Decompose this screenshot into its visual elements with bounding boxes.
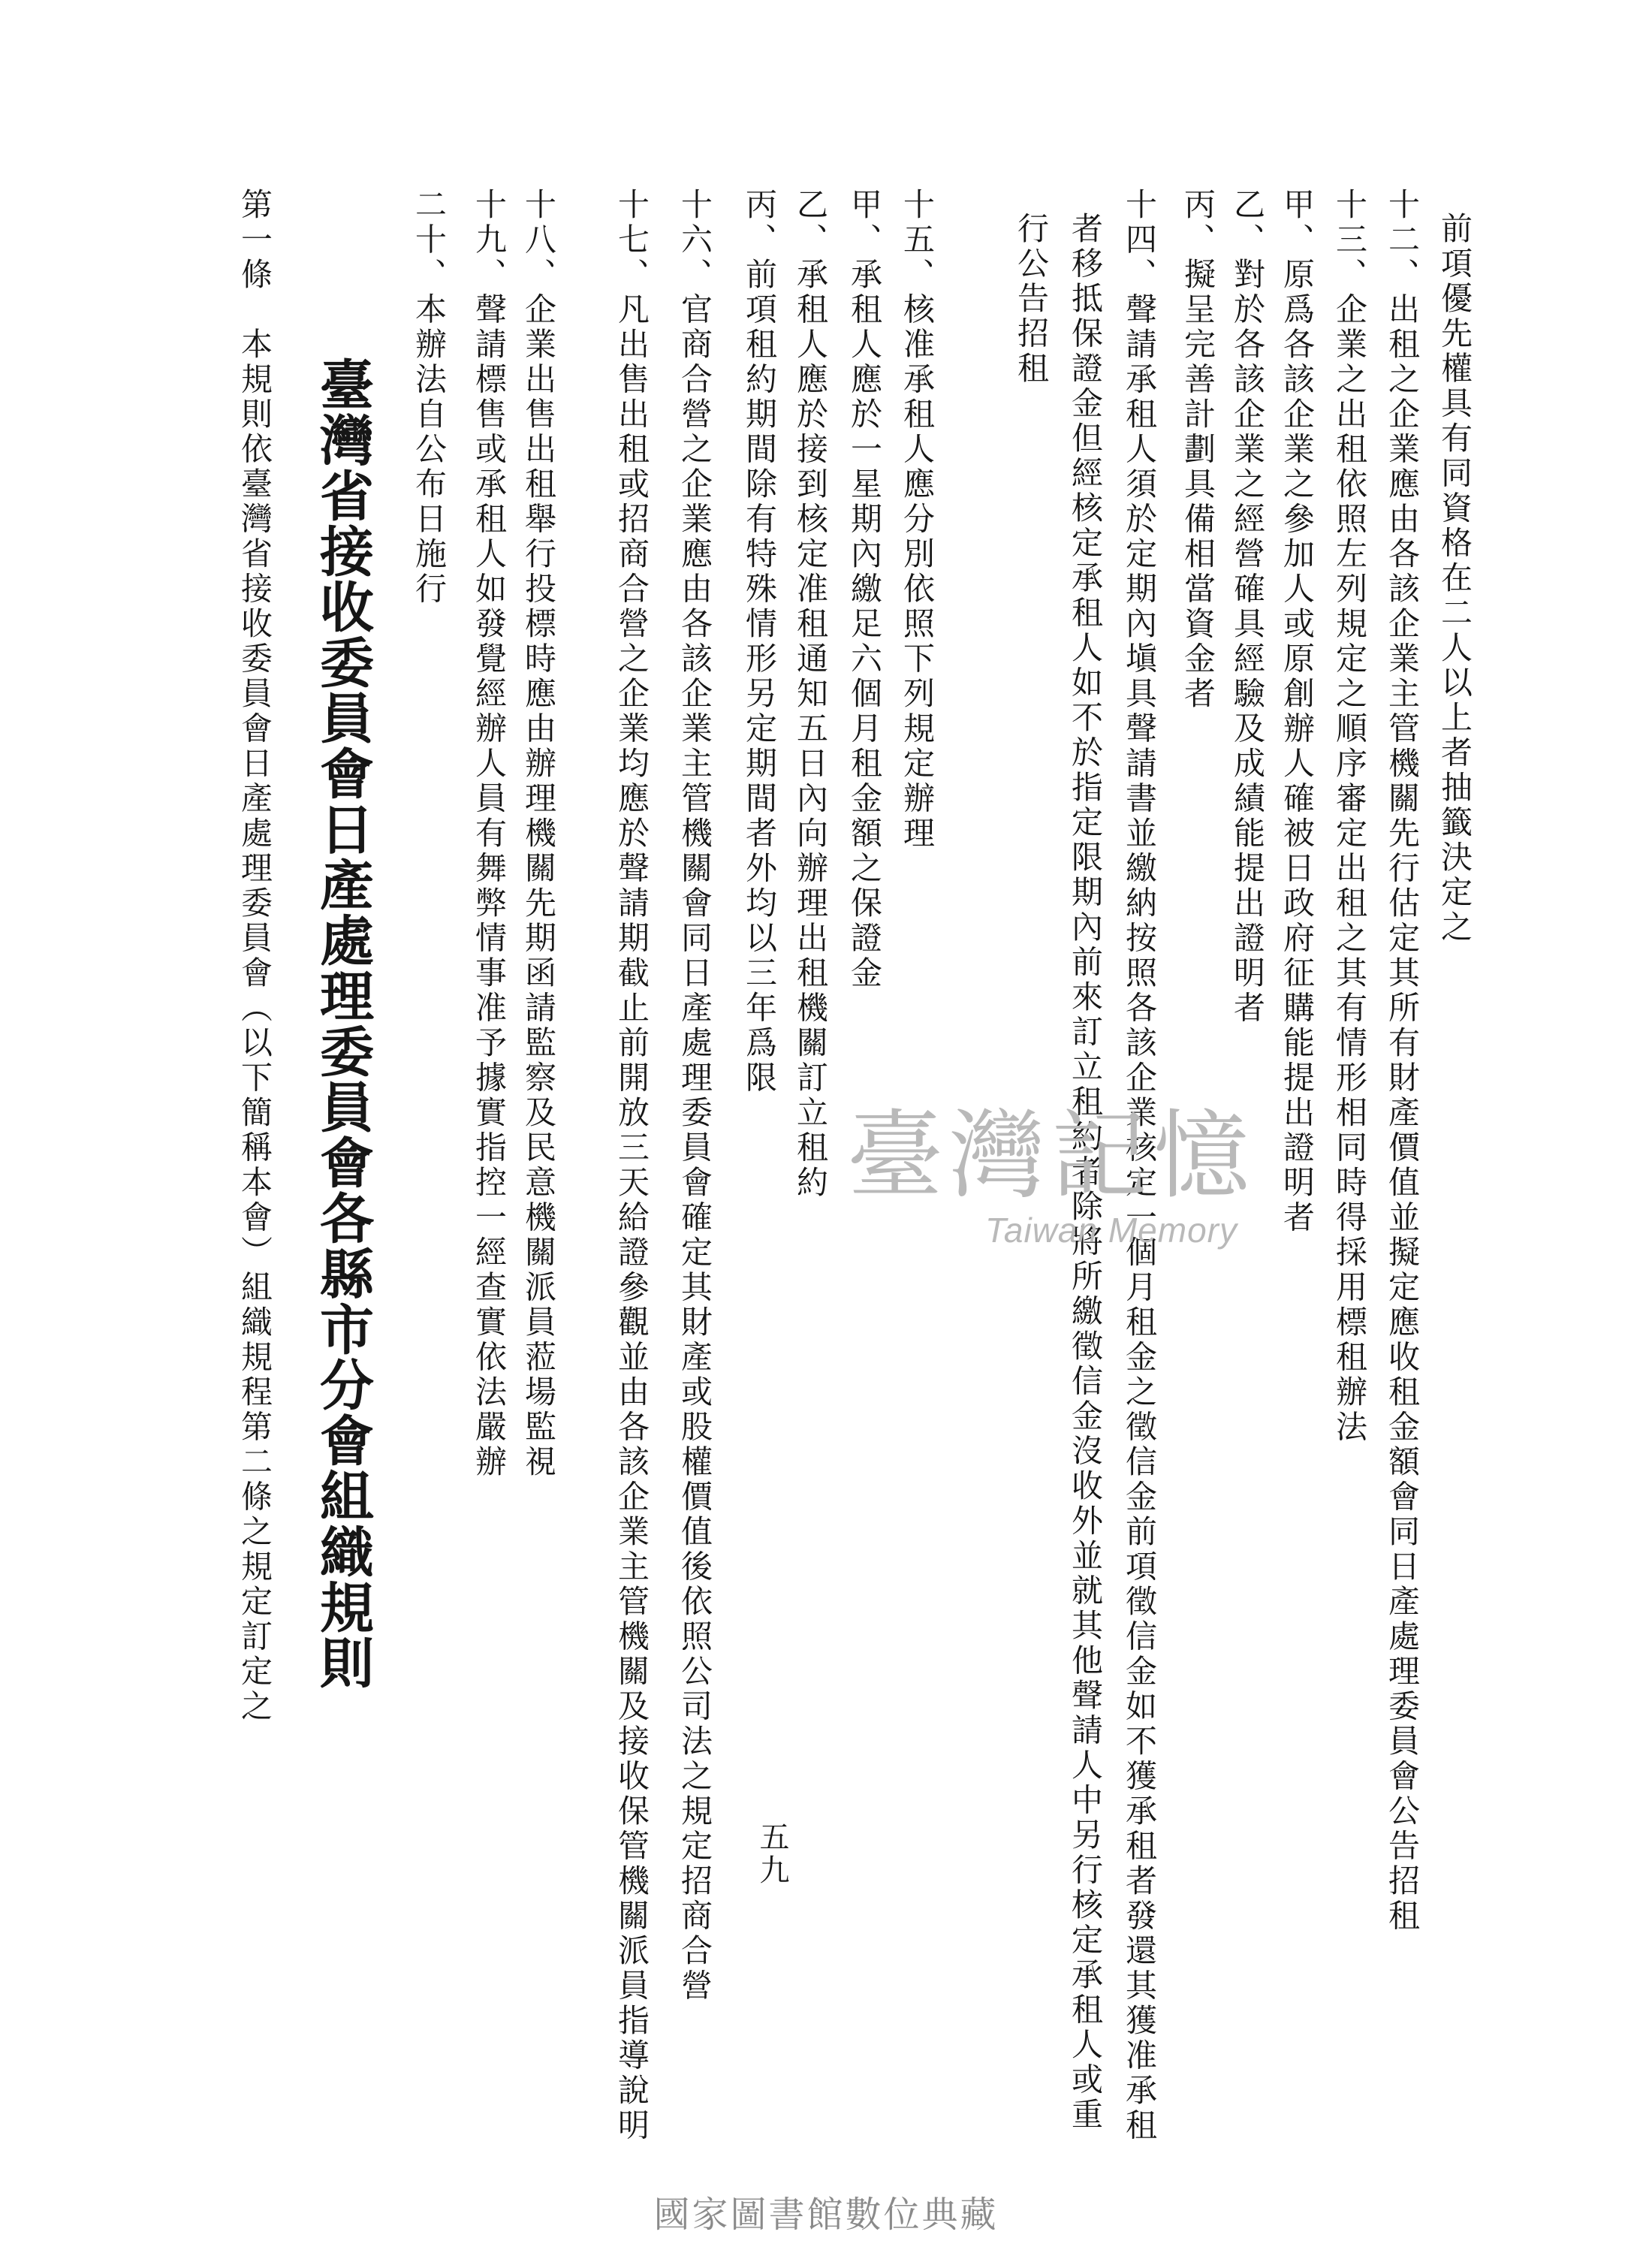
footer-caption: 國家圖書館數位典藏: [653, 2194, 999, 2236]
text-column: 十五、核准承租人應分別依照下列規定辦理: [899, 188, 936, 852]
text-column: 前項優先權具有同資格在二人以上者抽籤決定之: [1436, 212, 1473, 946]
text-column: 十三、企業之出租依照左列規定之順序審定出租之其有情形相同時得採用標租辦法: [1331, 188, 1368, 1445]
watermark-subtitle: Taiwan Memory: [985, 1210, 1237, 1250]
text-column: 十八、企業出售出租舉行投標時應由辦理機關先期函請監察及民意機關派員蒞場監視: [520, 188, 557, 1480]
page-number: 五九: [755, 1821, 789, 1887]
text-column: 甲、原爲各該企業之參加人或原創辦人確被日政府征購能提出證明者: [1279, 188, 1316, 1235]
text-column: 乙、對於各該企業之經營確具經驗及成績能提出證明者: [1229, 188, 1266, 1026]
text-column: 乙、承租人應於接到核定准租通知五日內向辦理出租機關訂立租約: [792, 188, 829, 1201]
text-column: 甲、承租人應於一星期內繳足六個月租金額之保證金: [846, 188, 883, 991]
watermark: [788, 1100, 1314, 1299]
text-column: 十四、聲請承租人須於定期內塡具聲請書並繳納按照各該企業核定一個月租金之徵信金前項徵信金如不獲承租者發還其獲准承租: [1121, 188, 1158, 2143]
watermark-text: 臺灣記憶: [846, 1100, 1256, 1212]
text-column: 者移抵保證金但經核定承租人如不於指定限期內前來訂立租約者除將所繳徵信金沒收外並就其他聲請人中另行核定承租人或重: [1067, 212, 1104, 2133]
text-column: 十九、聲請標售或承租人如發覺經辦人員有舞弊情事准予據實指控一經查實依法嚴辦: [471, 188, 508, 1480]
section-title: 臺灣省接收委員會日產處理委員會各縣市分會組織規則: [311, 357, 375, 1691]
text-column: 十七、凡出售出租或招商合營之企業均應於聲請期截止前開放三天給證參觀並由各該企業主管機關及接收保管機關派員指導說明: [613, 188, 650, 2143]
text-column: 丙、擬呈完善計劃具備相當資金者: [1180, 188, 1216, 712]
text-column: 十六、官商合營之企業應由各該企業主管機關會同日產處理委員會確定其財產或股權價值後依照公司法之規定招商合營: [677, 188, 713, 2004]
text-column: 丙、前項租約期間除有特殊情形另定期間者外均以三年爲限: [741, 188, 778, 1096]
text-column: 十二、出租之企業應由各該企業主管機關先行估定其所有財產價值並擬定應收租金額會同日產處理委員會公告招租: [1384, 188, 1421, 1934]
text-column: 二十、本辦法自公布日施行: [411, 188, 448, 607]
text-column: 行公告招租: [1013, 212, 1050, 387]
article-1: 第一條 本規則依臺灣省接收委員會日產處理委員會（以下簡稱本會）組織規程第二條之規定訂定之: [237, 188, 273, 1724]
